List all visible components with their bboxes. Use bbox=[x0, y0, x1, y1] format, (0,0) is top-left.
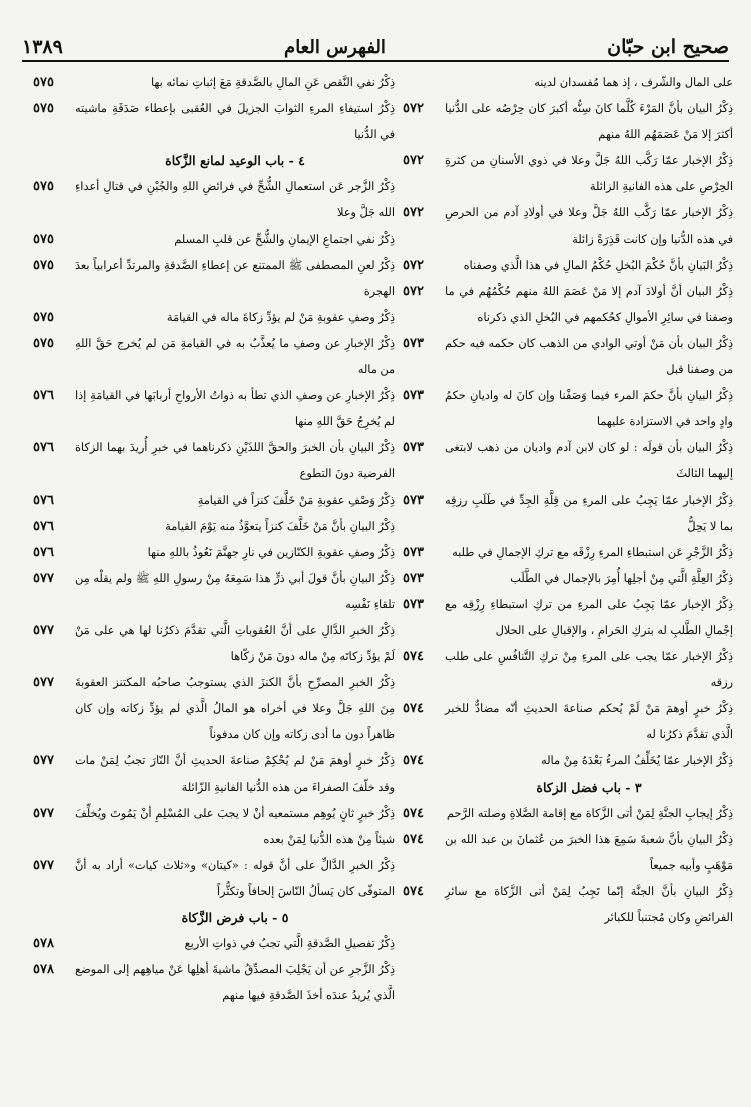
book-title: صحيح ابن حبّان bbox=[607, 36, 729, 58]
entry-page-number: ٥٧٦ bbox=[33, 440, 54, 456]
left-column bbox=[33, 70, 395, 1009]
entry-page-number: ٥٧٨ bbox=[33, 936, 54, 952]
entry-page-number: ٥٧٣ bbox=[403, 335, 424, 351]
chapter-heading bbox=[33, 905, 395, 931]
entry-text: ذِكْرُ الإخبار عمّا يَجِبُ على المرءِ من تركِ استبطاءِ رِزْقِه مع إجْمالِ الطَّلبِ له بتركِ الحَرامِ ، والإقبالِ على الحلال bbox=[445, 597, 733, 637]
entry-text: ذِكْرُ الزَّجرِ عن أن يَجْلِبَ المصدِّقُ ماشيةَ أهلِها عَنْ مياهِهم إلى الموضع الَّذي يُريدُ عندَه أخذَ الصَّدقةِ فيها منهم bbox=[75, 963, 396, 1003]
entry-page-number: ٥٧٦ bbox=[33, 492, 54, 508]
entry-page-number bbox=[403, 775, 445, 801]
index-entry bbox=[403, 540, 733, 566]
entry-page-number: ٥٧٨ bbox=[33, 962, 54, 978]
entry-page-number: ٥٧٣ bbox=[403, 388, 424, 404]
entry-text: ذِكْرُ الإخبار عمّا يُخَلِّفُ المرءُ بَعْدَهُ مِنْ ماله bbox=[541, 754, 733, 768]
section-title: الفهرس العام bbox=[284, 37, 386, 58]
entry-text: ذِكْرُ خبرٍ أوهمَ مَنْ لَمْ يُحكم صناعةَ الحديثِ أنّه مضادٌّ للخبر الَّذي تقدَّمَ ذكرُنا له bbox=[445, 702, 733, 742]
entry-page-number: ٥٧٤ bbox=[403, 883, 424, 899]
entry-text: ذِكْرُ البيانِ بأنَّ مَنْ خَلَّفَ كنزاً يتعوَّذُ منه يَوْمَ القيامة bbox=[165, 519, 395, 533]
entry-text: ذِكْرُ الزَّجر عَن استعمالِ الشُّحِّ في فرائضِ اللهِ والجُبْنِ في قتالِ أعداءِ الله جَلَّ وعلا bbox=[75, 180, 395, 220]
index-entry bbox=[33, 435, 395, 487]
entry-page-number: ٥٧٦ bbox=[33, 518, 54, 534]
index-entry bbox=[403, 801, 733, 827]
entry-page-number: ٥٧٥ bbox=[33, 179, 54, 195]
index-entry bbox=[33, 748, 395, 800]
entry-page-number: ٥٧٧ bbox=[33, 805, 54, 821]
entry-page-number: ٥٧٣ bbox=[403, 596, 424, 612]
index-entry bbox=[403, 383, 733, 435]
entry-text: ٥ - باب فرض الزَّكاة bbox=[181, 910, 289, 925]
entry-page-number: ٥٧٤ bbox=[403, 753, 424, 769]
entry-text: ذِكْرُ استيفاءِ المرءِ الثوابَ الجزيلَ في العُقبى بإعطاء صَدَقَةِ ماشيته في الدُّنيا bbox=[75, 102, 395, 142]
entry-text: ٣ - باب فضل الزكاة bbox=[536, 779, 642, 795]
entry-page-number bbox=[33, 148, 75, 174]
entry-page-number: ٥٧٥ bbox=[33, 309, 54, 325]
index-entry bbox=[403, 566, 733, 592]
entry-text: ذِكْرُ البيان بأن قولَه : لو كان لابن آدم واديان من ذهب لابتغى إليهما الثالثَ bbox=[445, 441, 733, 481]
index-entry bbox=[33, 253, 395, 305]
entry-text: ذِكْرُ نفي النَّقص عَنِ المالِ بالصَّدقةِ مَعَ إثباتِ نمائه بها bbox=[150, 76, 395, 89]
page-header bbox=[22, 30, 729, 62]
entry-page-number: ٥٧٧ bbox=[33, 675, 54, 691]
chapter-heading bbox=[33, 148, 395, 174]
entry-page-number: ٥٧٥ bbox=[33, 75, 54, 90]
entry-text: ذِكْرُ البيان بأنَّ المَرْءَ كُلَّما كانَ سِنُّه أكبرَ كان حِرْصُه على الدُّنيا أكثرَ إلا مَنْ عَصَمَهُم اللهُ منهم bbox=[445, 102, 733, 142]
page-number: ١٣٨٩ bbox=[22, 36, 63, 58]
index-entry bbox=[33, 96, 395, 148]
entry-text: ذِكْرُ الخبرِ الدَّالِّ على أنَّ قوله : «كيتان» و«ثلاث كيات» أراد به أنَّ المتوفّى كان يَسألُ النّاسَ إلحافاً وتكثُّراً bbox=[75, 858, 395, 898]
entry-page-number: ٥٧٢ bbox=[403, 101, 424, 117]
index-entry bbox=[33, 618, 395, 670]
entry-text: ذِكْرُ البيانِ بأنَّ قولَ أبي ذرٍّ هذا سَمِعَهُ مِنْ رسولِ اللهِ ﷺ ولم يقلْه مِن تلقاءِ نَفْسِه bbox=[75, 571, 395, 611]
index-entry bbox=[403, 96, 733, 148]
entry-page-number: ٥٧٧ bbox=[33, 570, 54, 586]
entry-page-number: ٥٧٣ bbox=[403, 492, 424, 508]
entry-page-number bbox=[403, 70, 445, 96]
entry-text: ذِكْرُ البيان بأن مَنْ أوتي الوادي من الذهب كان حكمه فيه حكم من وصفنا قبل bbox=[445, 336, 733, 377]
entry-text: ذِكْرُ الخبرِ المصرِّحِ بأنَّ الكنزَ الذي يستوجبُ صاحبُه المكتنز العقوبةَ مِنَ اللهِ جَلَّ وعلا في أخراه هو المالُ الَّذي لم يؤدِّ زكاته وإن كان ظاهراً دون ما أدى زكاته وإن كان مدفوناً bbox=[75, 676, 395, 742]
entry-text: ذِكْرُ البيانِ بأنَّ حكمَ المرء فيما وَصَفْنا وإن كانَ له واديانِ حكمُ وادٍ واحد في الاستزادة عليهما bbox=[445, 389, 733, 429]
index-entry bbox=[403, 696, 733, 748]
entry-page-number: ٥٧٣ bbox=[403, 440, 424, 456]
index-entry bbox=[33, 801, 395, 853]
entry-text: ذِكْرُ البَيانِ بأنَّ حُكْمَ البُخلِ حُكْمُ المالِ في هذا الَّذي وصفناه bbox=[463, 258, 733, 272]
entry-page-number bbox=[33, 905, 75, 931]
index-entry bbox=[33, 514, 395, 540]
index-entry bbox=[403, 253, 733, 279]
entry-text: ذِكْرُ خبرٍ ثانٍ يُوهِم مستمعيه أنْ لا يجبَ على المُسْلِمِ أنْ يَمُوتَ ويُخلِّفَ شيئاً مِنْ هذه الدُّنيا لِمَنْ بعده bbox=[75, 806, 395, 846]
entry-page-number: ٥٧٥ bbox=[33, 231, 54, 247]
entry-text: ذِكْرُ الزَّجْرِ عَن استبطاءِ المرءِ رِزْقَه مع تركِ الإجمالِ في طلبه bbox=[452, 545, 733, 559]
entry-text: ذِكْرُ الإخبار عمّا يَجِبُ على المرءِ من قِلَّةِ الجِدِّ في طَلَبِ رزقِه بما لا يَحِلُّ bbox=[445, 493, 733, 533]
index-entry bbox=[33, 70, 395, 96]
entry-text: ٤ - باب الوعيد لمانع الزَّكاة bbox=[165, 153, 305, 169]
entry-text: ذِكْرُ لعنِ المصطفى ﷺ الممتنع عن إعطاءِ الصَّدقةِ والمرتدِّ أعرابياً بعدَ الهجرة bbox=[75, 258, 395, 298]
index-entry bbox=[403, 331, 733, 383]
index-entry bbox=[33, 957, 395, 1009]
entry-page-number: ٥٧٥ bbox=[33, 257, 54, 273]
index-entry bbox=[403, 748, 733, 774]
entry-text: ذِكْرُ وصفِ عقوبةِ الكنّازين في نارِ جهنَّمَ نَعُوذُ باللهِ منها bbox=[147, 545, 395, 559]
entry-page-number: ٥٧٣ bbox=[403, 544, 424, 560]
entry-page-number: ٥٧٥ bbox=[33, 335, 54, 351]
index-entry bbox=[33, 383, 395, 435]
entry-page-number: ٥٧٧ bbox=[33, 857, 54, 873]
entry-text: ذِكْرُ الإخبار عمّا يجب على المرءِ مِنْ تركِ التَّنافُسِ على طلب رزقه bbox=[445, 650, 733, 690]
entry-text: ذِكْرُ الخبرِ الدَّالِ على أنَّ العُقوباتِ الَّتي تقدَّمَ ذكرُنا لها هي على مَنْ لَمْ يؤدِّ زكاتَه مِنْ ماله دونَ مَنْ زكّاها bbox=[75, 623, 395, 664]
index-entry bbox=[33, 488, 395, 514]
entry-text: ذِكْرُ خبرٍ أوهمَ مَنْ لم يُحْكِمْ صناعةَ الحديثِ أنَّ النّارَ تجبُ لِمَنْ مات وقد خلّفَ الصفراءَ من هذه الدُّنيا الفانيةِ الزّائلة bbox=[75, 754, 395, 794]
entry-text: ذِكْرُ تفصيلِ الصَّدقةِ الَّتي تجبُ في ذواتِ الأربع bbox=[184, 937, 395, 951]
index-entry bbox=[33, 174, 395, 226]
entry-page-number: ٥٧٧ bbox=[33, 622, 54, 638]
index-entry bbox=[33, 853, 395, 905]
index-entry bbox=[33, 227, 395, 253]
entry-page-number: ٥٧٤ bbox=[403, 805, 424, 821]
entry-page-number: ٥٧٤ bbox=[403, 649, 424, 665]
entry-text: ذِكْرُ وَصْفِ عقوبةِ مَنْ خَلَّفَ كنزاً في القيامةِ bbox=[197, 493, 395, 507]
entry-text: ذِكْرُ الإخبارِ عن وصفِ الذي تطأ به ذواتُ الأرواحِ أربابَها في القيامَةِ إذا لم يُخرِجُ حَقَّ اللهِ منها bbox=[75, 389, 395, 429]
right-column bbox=[403, 70, 733, 931]
index-entry bbox=[403, 70, 733, 96]
index-entry bbox=[403, 435, 733, 487]
entry-page-number: ٥٧٤ bbox=[403, 701, 424, 717]
entry-text: ذِكْرُ إيجابِ الجنَّةِ لِمَنْ أتى الزَّكاة مع إقامة الصَّلاةِ وصلته الرَّحم bbox=[446, 806, 733, 820]
index-entry bbox=[403, 879, 733, 931]
entry-text: ذِكْرُ وصفِ عقوبةِ مَنْ لم يؤدِّ زكاةَ ماله في القيامَة bbox=[166, 310, 395, 324]
index-entry bbox=[403, 644, 733, 696]
entry-text: ذِكْرُ البيانِ بأن الخبرَ والحقَّ اللذَيْنِ ذكرناهما في خبرِ أُريدَ بهما الزكاة الفرضية دونَ التطوع bbox=[75, 441, 395, 481]
entry-text: ذِكْرُ الإخبار عمّا رَكَّب اللهُ جَلَّ وعلا في أولادِ آدم من الحرصِ في هذه الدُّنيا وإن كانت قَذِرَةً زائلة bbox=[445, 206, 733, 246]
index-entry bbox=[33, 331, 395, 383]
entry-text: ذِكْرُ البيانِ بأنَّ شعبةَ سَمِعَ هذا الخبرَ من عُثمانَ بن عبد الله بن مَوْهَبٍ وأبيه جميعاً bbox=[445, 832, 733, 872]
entry-page-number: ٥٧٢ bbox=[403, 153, 424, 169]
entry-page-number: ٥٧٣ bbox=[403, 570, 424, 586]
entry-text: ذِكْرُ الإخبار عمّا رَكَّب اللهُ جَلَّ وعلا في ذوي الأسنانِ من كثرةِ الحِرْصِ على هذه الفانيةِ الزائلة bbox=[445, 154, 733, 194]
index-entry bbox=[33, 305, 395, 331]
entry-text: ذِكْرُ نفي اجتماعِ الإيمانِ والشُّحِّ عن قلبِ المسلم bbox=[174, 232, 395, 246]
index-entry bbox=[33, 540, 395, 566]
index-entry bbox=[403, 827, 733, 879]
index-entry bbox=[403, 200, 733, 252]
index-entry bbox=[33, 566, 395, 618]
index-entry bbox=[403, 488, 733, 540]
entry-text: ذِكْرُ البيان أنَّ أولادَ آدم إلا مَنْ عَصَمَ اللهُ منهم حُكْمُهُم في ما وصفنا في سائِرِ الأموالِ كحُكمهم في البُخلِ الذي ذكرناه bbox=[445, 284, 733, 324]
chapter-heading bbox=[403, 775, 733, 801]
entry-page-number: ٥٧٥ bbox=[33, 101, 54, 117]
index-entry bbox=[33, 670, 395, 748]
entry-page-number: ٥٧٢ bbox=[403, 257, 424, 273]
entry-page-number: ٥٧٧ bbox=[33, 753, 54, 769]
entry-page-number: ٥٧٤ bbox=[403, 831, 424, 847]
entry-page-number: ٥٧٢ bbox=[403, 205, 424, 221]
entry-page-number: ٥٧٦ bbox=[33, 388, 54, 404]
entry-page-number: ٥٧٢ bbox=[403, 283, 424, 299]
entry-text: ذِكْرُ العِلَّةِ الَّتي مِنْ أجلِها أُمِرَ بالإجمال في الطَّلَب bbox=[510, 571, 733, 585]
entry-text: ذِكْرُ الإخبارِ عن وصفِ ما يُعذَّبُ به في القيامةِ مَن لم يُخرج حَقَّ اللهِ من ماله bbox=[75, 336, 395, 377]
entry-text: ذِكْرُ البيانِ بأنَّ الجنَّة إنّما تَجِبُ لِمَنْ أتى الزَّكاة مع سائرِ الفرائضِ وكان مُجتنباً للكبائر bbox=[445, 884, 733, 924]
index-entry bbox=[403, 279, 733, 331]
entry-text: على المال والشّرف ، إذ هما مُفسدان لدينه bbox=[534, 76, 733, 89]
index-entry bbox=[403, 592, 733, 644]
entry-page-number: ٥٧٦ bbox=[33, 544, 54, 560]
index-entry bbox=[403, 148, 733, 200]
index-entry bbox=[33, 931, 395, 957]
